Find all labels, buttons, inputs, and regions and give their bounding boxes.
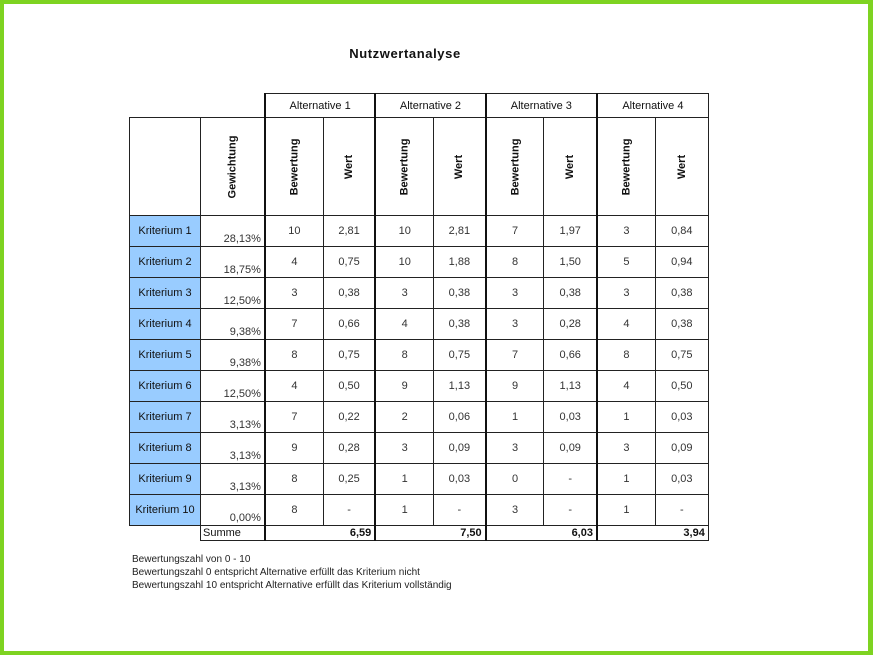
alt3-rating-header: Bewertung [486,118,544,216]
value-cell: - [323,495,375,526]
rating-cell: 4 [375,309,433,340]
rating-cell: 7 [265,402,323,433]
value-cell: 0,50 [655,371,708,402]
rating-cell: 1 [486,402,544,433]
sum-alt-2: 7,50 [375,526,485,541]
table-row [130,309,709,340]
value-cell: 0,06 [434,402,486,433]
value-cell: 0,75 [434,340,486,371]
weight-cell: 18,75% [201,247,265,278]
rating-cell: 1 [597,464,655,495]
rating-cell: 7 [486,216,544,247]
rating-cell: 8 [265,340,323,371]
rating-cell: 7 [486,340,544,371]
value-cell: 0,28 [544,309,597,340]
rating-cell: 1 [375,464,433,495]
value-cell: 1,97 [544,216,597,247]
rating-cell: 1 [597,495,655,526]
rating-cell: 1 [375,495,433,526]
table-row [130,464,709,495]
value-cell: 0,09 [434,433,486,464]
table-row [130,402,709,433]
empty-cell [130,526,201,541]
value-cell: 0,09 [544,433,597,464]
rating-cell: 5 [597,247,655,278]
value-cell: 0,03 [655,464,708,495]
value-cell: 0,75 [655,340,708,371]
weight-cell: 3,13% [201,433,265,464]
value-cell: 0,03 [434,464,486,495]
page-title: Nutzwertanalyse [349,46,461,61]
criterion-label: Kriterium 9 [130,464,201,495]
criterion-header-empty [130,118,201,216]
rating-cell: 3 [597,216,655,247]
rating-cell: 3 [375,278,433,309]
value-cell: 0,50 [323,371,375,402]
table-row [130,340,709,371]
value-cell: 0,38 [434,278,486,309]
rating-cell: 3 [486,495,544,526]
value-cell: - [434,495,486,526]
alt1-rating-header: Bewertung [265,118,323,216]
value-cell: 0,38 [655,309,708,340]
alt2-value-header: Wert [434,118,486,216]
note-line: Bewertungszahl 0 entspricht Alternative erfüllt das Kriterium nicht [132,567,420,578]
criterion-label: Kriterium 6 [130,371,201,402]
sum-label: Summe [201,526,265,541]
table-row [130,247,709,278]
rating-cell: 8 [486,247,544,278]
rating-cell: 8 [265,495,323,526]
weight-cell: 28,13% [201,216,265,247]
value-cell: 2,81 [434,216,486,247]
alternative-1-header: Alternative 1 [265,94,375,118]
value-cell: 0,25 [323,464,375,495]
utility-analysis-table [129,93,709,541]
value-cell: 0,38 [323,278,375,309]
rating-cell: 4 [597,309,655,340]
rating-cell: 3 [597,278,655,309]
sum-alt-3: 6,03 [486,526,597,541]
rating-cell: 8 [265,464,323,495]
value-cell: 0,75 [323,340,375,371]
criterion-label: Kriterium 7 [130,402,201,433]
table-row [130,495,709,526]
rating-cell: 3 [597,433,655,464]
criterion-label: Kriterium 5 [130,340,201,371]
empty-corner [201,94,265,118]
criterion-label: Kriterium 8 [130,433,201,464]
note-line: Bewertungszahl von 0 - 10 [132,554,251,565]
sum-alt-4: 3,94 [597,526,708,541]
rating-cell: 10 [375,247,433,278]
alt1-value-header: Wert [323,118,375,216]
rating-cell: 1 [597,402,655,433]
rating-cell: 9 [486,371,544,402]
value-cell: 1,88 [434,247,486,278]
criterion-label: Kriterium 4 [130,309,201,340]
rating-cell: 3 [486,309,544,340]
rating-cell: 0 [486,464,544,495]
value-cell: 0,66 [323,309,375,340]
value-cell: - [544,495,597,526]
value-cell: 1,50 [544,247,597,278]
weight-cell: 12,50% [201,371,265,402]
rating-cell: 10 [265,216,323,247]
value-cell: 0,38 [544,278,597,309]
rating-cell: 8 [597,340,655,371]
rating-cell: 10 [375,216,433,247]
criterion-label: Kriterium 3 [130,278,201,309]
weight-cell: 12,50% [201,278,265,309]
table-row [130,371,709,402]
value-cell: 0,28 [323,433,375,464]
legend-notes [132,553,452,592]
weight-cell: 0,00% [201,495,265,526]
alternative-3-header: Alternative 3 [486,94,597,118]
weight-cell: 3,13% [201,402,265,433]
rating-cell: 9 [265,433,323,464]
value-cell: 0,03 [655,402,708,433]
value-cell: 0,66 [544,340,597,371]
rating-cell: 7 [265,309,323,340]
alternative-4-header: Alternative 4 [597,94,708,118]
value-cell: 0,94 [655,247,708,278]
rating-cell: 8 [375,340,433,371]
alternative-2-header: Alternative 2 [375,94,485,118]
value-cell: 1,13 [544,371,597,402]
weight-cell: 9,38% [201,309,265,340]
sum-alt-1: 6,59 [265,526,375,541]
value-cell: - [655,495,708,526]
rating-cell: 4 [597,371,655,402]
value-cell: 0,84 [655,216,708,247]
value-cell: 0,03 [544,402,597,433]
rating-cell: 3 [375,433,433,464]
note-line: Bewertungszahl 10 entspricht Alternative erfüllt das Kriterium vollständig [132,580,452,591]
value-cell: 0,75 [323,247,375,278]
value-cell: 0,22 [323,402,375,433]
rating-cell: 3 [486,433,544,464]
table-row [130,433,709,464]
criterion-label: Kriterium 10 [130,495,201,526]
rating-cell: 4 [265,247,323,278]
value-cell: - [544,464,597,495]
weight-cell: 3,13% [201,464,265,495]
alt2-rating-header: Bewertung [375,118,433,216]
weight-cell: 9,38% [201,340,265,371]
value-cell: 2,81 [323,216,375,247]
value-cell: 0,38 [434,309,486,340]
value-cell: 1,13 [434,371,486,402]
rating-cell: 4 [265,371,323,402]
alt4-value-header: Wert [655,118,708,216]
table-row [130,216,709,247]
criterion-label: Kriterium 1 [130,216,201,247]
table-row [130,278,709,309]
value-cell: 0,38 [655,278,708,309]
rating-cell: 3 [265,278,323,309]
weight-header: Gewichtung [201,118,265,216]
rating-cell: 3 [486,278,544,309]
alt4-rating-header: Bewertung [597,118,655,216]
value-cell: 0,09 [655,433,708,464]
alt3-value-header: Wert [544,118,597,216]
criterion-label: Kriterium 2 [130,247,201,278]
rating-cell: 2 [375,402,433,433]
empty-corner [130,94,201,118]
rating-cell: 9 [375,371,433,402]
